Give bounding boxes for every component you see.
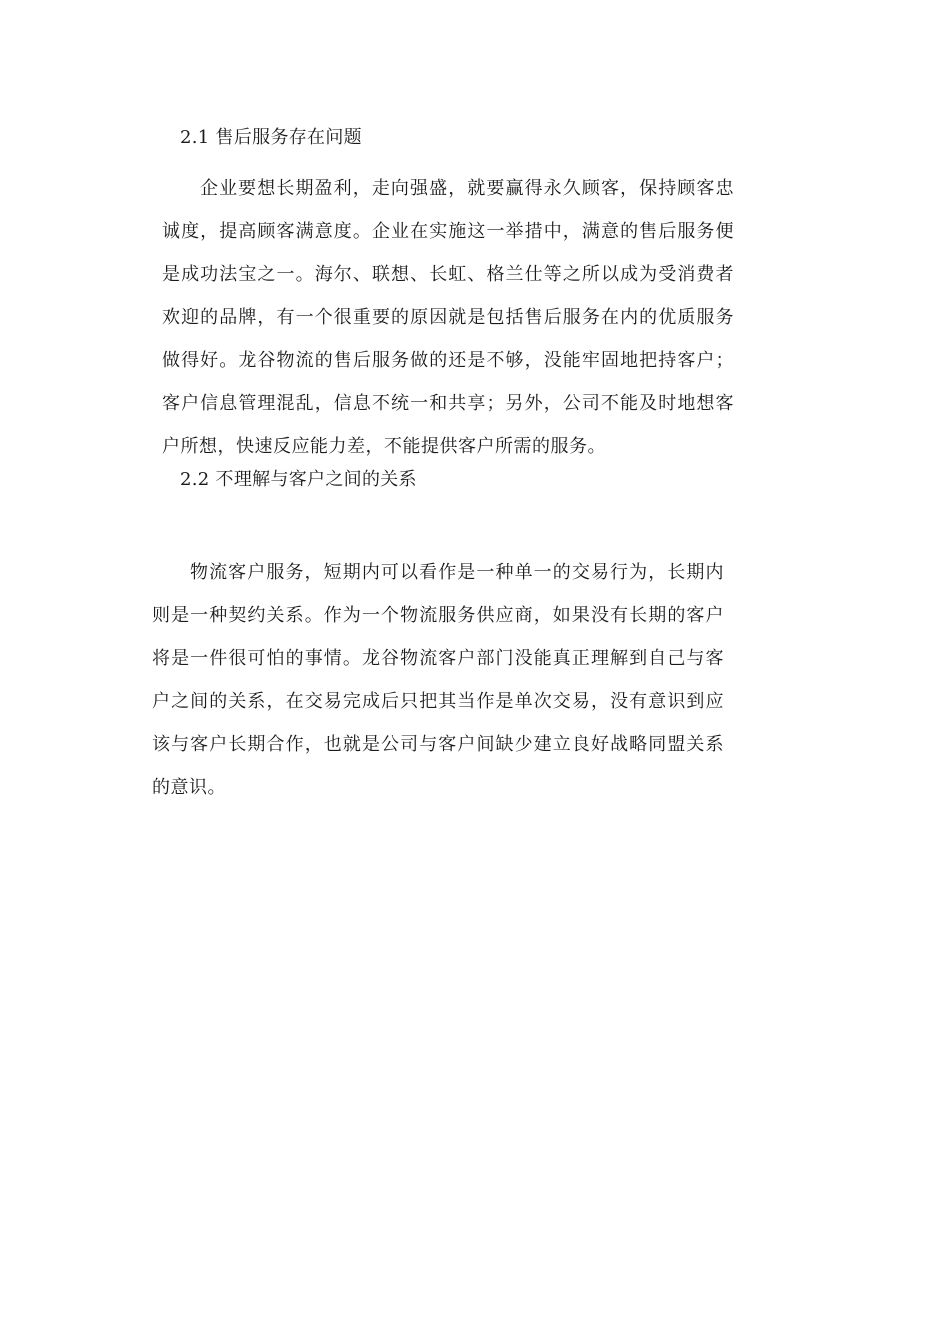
- section-paragraph-2-2: 物流客户服务，短期内可以看作是一种单一的交易行为，长期内则是一种契约关系。作为一个物流服务供应商，如果没有长期的客户将是一件很可怕的事情。龙谷物流客户部门没能真正理解到自己与客户之间的关系，在交易完成后只把其当作是单次交易，没有意识到应该与客户长期合作，也就是公司与客户间缺少建立良好战略同盟关系的意识。: [152, 562, 724, 798]
- section-heading-2-2: 2.2 不理解与客户之间的关系: [180, 469, 417, 490]
- section-heading-2-1: 2.1 售后服务存在问题: [180, 127, 362, 148]
- section-paragraph-2-1: 企业要想长期盈利，走向强盛，就要赢得永久顾客，保持顾客忠诚度，提高顾客满意度。企业在实施这一举措中，满意的售后服务便是成功法宝之一。海尔、联想、长虹、格兰仕等之所以成为受消费者欢迎的品牌，有一个很重要的原因就是包括售后服务在内的优质服务做得好。龙谷物流的售后服务做的还是不够，没能牢固地把持客户；客户信息管理混乱，信息不统一和共享；另外，公司不能及时地想客户所想，快速反应能力差，不能提供客户所需的服务。: [162, 178, 734, 457]
